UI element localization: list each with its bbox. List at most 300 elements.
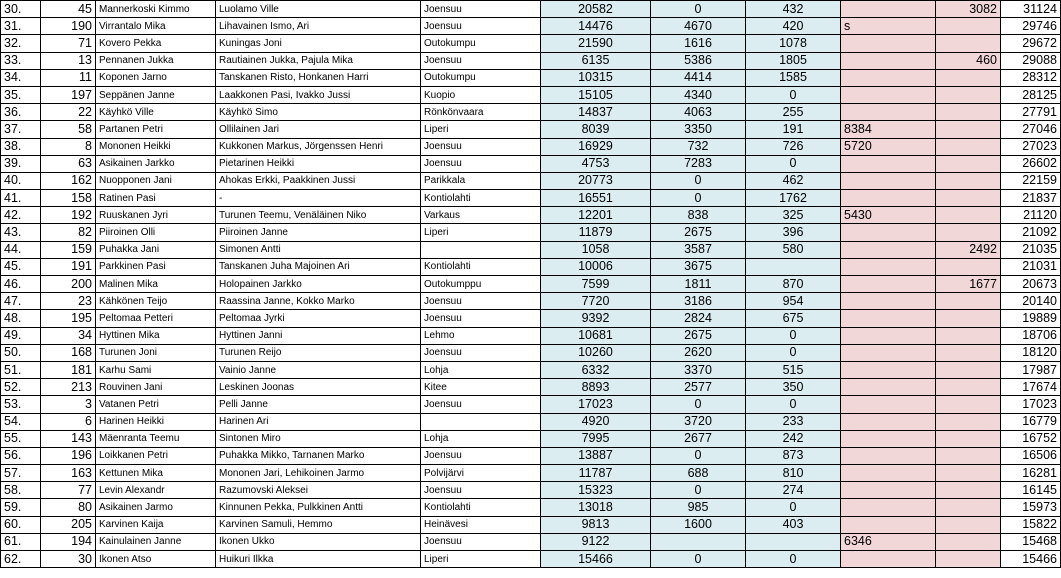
driver-cell: Hyttinen Mika: [96, 327, 216, 344]
codriver-cell: Laakkonen Pasi, Ivakko Jussi: [216, 86, 421, 103]
position-cell: 55.: [1, 430, 41, 447]
score-1-cell: 1058: [541, 241, 651, 258]
score-1-cell: 10315: [541, 69, 651, 86]
driver-cell: Loikkanen Petri: [96, 447, 216, 464]
score-1-cell: 6135: [541, 52, 651, 69]
position-cell: 44.: [1, 241, 41, 258]
total-cell: 15466: [1001, 551, 1061, 568]
score-3-cell: [746, 533, 841, 550]
score-3-cell: 0: [746, 155, 841, 172]
score-4-cell: [841, 190, 936, 207]
score-3-cell: 191: [746, 121, 841, 138]
score-4-cell: [841, 258, 936, 275]
driver-cell: Kainulainen Janne: [96, 533, 216, 550]
driver-cell: Vatanen Petri: [96, 396, 216, 413]
score-3-cell: 0: [746, 86, 841, 103]
total-cell: 21035: [1001, 241, 1061, 258]
score-1-cell: 16929: [541, 138, 651, 155]
total-cell: 15468: [1001, 533, 1061, 550]
town-cell: Liperi: [421, 121, 541, 138]
score-2-cell: 0: [651, 482, 746, 499]
driver-cell: Ikonen Atso: [96, 551, 216, 568]
score-5-cell: [936, 258, 1001, 275]
town-cell: Heinävesi: [421, 516, 541, 533]
table-row: [1, 86, 1061, 103]
start-number-cell: 58: [41, 121, 96, 138]
start-number-cell: 45: [41, 1, 96, 18]
total-cell: 21837: [1001, 190, 1061, 207]
table-row: [1, 276, 1061, 293]
start-number-cell: 194: [41, 533, 96, 550]
table-row: [1, 224, 1061, 241]
score-3-cell: 0: [746, 551, 841, 568]
position-cell: 35.: [1, 86, 41, 103]
town-cell: Joensuu: [421, 293, 541, 310]
score-3-cell: 873: [746, 447, 841, 464]
score-2-cell: 3370: [651, 361, 746, 378]
driver-cell: Turunen Joni: [96, 344, 216, 361]
start-number-cell: 197: [41, 86, 96, 103]
start-number-cell: 190: [41, 18, 96, 35]
score-1-cell: 15323: [541, 482, 651, 499]
codriver-cell: Vainio Janne: [216, 361, 421, 378]
start-number-cell: 195: [41, 310, 96, 327]
total-cell: 22159: [1001, 172, 1061, 189]
town-cell: Joensuu: [421, 18, 541, 35]
score-2-cell: 4414: [651, 69, 746, 86]
position-cell: 57.: [1, 465, 41, 482]
score-4-cell: 8384: [841, 121, 936, 138]
position-cell: 41.: [1, 190, 41, 207]
score-4-cell: 6346: [841, 533, 936, 550]
driver-cell: Ruuskanen Jyri: [96, 207, 216, 224]
codriver-cell: Lihavainen Ismo, Ari: [216, 18, 421, 35]
score-5-cell: [936, 224, 1001, 241]
score-4-cell: [841, 430, 936, 447]
start-number-cell: 181: [41, 361, 96, 378]
driver-cell: Levin Alexandr: [96, 482, 216, 499]
score-2-cell: 4340: [651, 86, 746, 103]
score-2-cell: 1811: [651, 276, 746, 293]
table-row: [1, 241, 1061, 258]
score-1-cell: 21590: [541, 35, 651, 52]
codriver-cell: Puhakka Mikko, Tarnanen Marko: [216, 447, 421, 464]
codriver-cell: Pelli Janne: [216, 396, 421, 413]
total-cell: 17023: [1001, 396, 1061, 413]
score-5-cell: [936, 69, 1001, 86]
score-5-cell: [936, 516, 1001, 533]
codriver-cell: Turunen Teemu, Venäläinen Niko: [216, 207, 421, 224]
driver-cell: Ratinen Pasi: [96, 190, 216, 207]
town-cell: Outokumppu: [421, 276, 541, 293]
start-number-cell: 162: [41, 172, 96, 189]
codriver-cell: Tanskanen Juha Majoinen Ari: [216, 258, 421, 275]
town-cell: Joensuu: [421, 396, 541, 413]
score-1-cell: 8039: [541, 121, 651, 138]
driver-cell: Rouvinen Jani: [96, 379, 216, 396]
score-2-cell: 1600: [651, 516, 746, 533]
score-1-cell: 15466: [541, 551, 651, 568]
codriver-cell: Karvinen Samuli, Hemmo: [216, 516, 421, 533]
score-5-cell: [936, 430, 1001, 447]
start-number-cell: 191: [41, 258, 96, 275]
codriver-cell: Ahokas Erkki, Paakkinen Jussi: [216, 172, 421, 189]
town-cell: Joensuu: [421, 533, 541, 550]
score-4-cell: [841, 310, 936, 327]
start-number-cell: 23: [41, 293, 96, 310]
codriver-cell: Ollilainen Jari: [216, 121, 421, 138]
position-cell: 54.: [1, 413, 41, 430]
driver-cell: Kähkönen Teijo: [96, 293, 216, 310]
town-cell: Kuopio: [421, 86, 541, 103]
score-2-cell: 2620: [651, 344, 746, 361]
score-4-cell: [841, 172, 936, 189]
town-cell: Joensuu: [421, 1, 541, 18]
position-cell: 50.: [1, 344, 41, 361]
score-2-cell: 3675: [651, 258, 746, 275]
town-cell: Lohja: [421, 361, 541, 378]
position-cell: 49.: [1, 327, 41, 344]
table-row: [1, 413, 1061, 430]
score-4-cell: [841, 86, 936, 103]
table-row: [1, 516, 1061, 533]
score-4-cell: [841, 155, 936, 172]
score-3-cell: 0: [746, 499, 841, 516]
score-5-cell: [936, 190, 1001, 207]
codriver-cell: Mononen Jari, Lehikoinen Jarmo: [216, 465, 421, 482]
table-row: [1, 69, 1061, 86]
table-row: [1, 35, 1061, 52]
town-cell: Rönkönvaara: [421, 104, 541, 121]
codriver-cell: Sintonen Miro: [216, 430, 421, 447]
driver-cell: Puhakka Jani: [96, 241, 216, 258]
score-2-cell: 2675: [651, 327, 746, 344]
position-cell: 43.: [1, 224, 41, 241]
score-1-cell: 15105: [541, 86, 651, 103]
position-cell: 30.: [1, 1, 41, 18]
driver-cell: Malinen Mika: [96, 276, 216, 293]
driver-cell: Nuopponen Jani: [96, 172, 216, 189]
start-number-cell: 71: [41, 35, 96, 52]
position-cell: 51.: [1, 361, 41, 378]
codriver-cell: Rautiainen Jukka, Pajula Mika: [216, 52, 421, 69]
table-row: [1, 293, 1061, 310]
score-1-cell: 7599: [541, 276, 651, 293]
position-cell: 32.: [1, 35, 41, 52]
codriver-cell: Turunen Reijo: [216, 344, 421, 361]
score-3-cell: 0: [746, 327, 841, 344]
table-row: [1, 430, 1061, 447]
total-cell: 16281: [1001, 465, 1061, 482]
start-number-cell: 63: [41, 155, 96, 172]
codriver-cell: Pietarinen Heikki: [216, 155, 421, 172]
score-3-cell: 420: [746, 18, 841, 35]
total-cell: 29088: [1001, 52, 1061, 69]
total-cell: 28125: [1001, 86, 1061, 103]
score-3-cell: 810: [746, 465, 841, 482]
score-5-cell: [936, 121, 1001, 138]
driver-cell: Harinen Heikki: [96, 413, 216, 430]
table-row: [1, 551, 1061, 568]
total-cell: 29746: [1001, 18, 1061, 35]
start-number-cell: 3: [41, 396, 96, 413]
score-3-cell: 954: [746, 293, 841, 310]
position-cell: 53.: [1, 396, 41, 413]
start-number-cell: 158: [41, 190, 96, 207]
score-4-cell: [841, 447, 936, 464]
driver-cell: Koponen Jarno: [96, 69, 216, 86]
total-cell: 16145: [1001, 482, 1061, 499]
score-4-cell: [841, 1, 936, 18]
town-cell: Joensuu: [421, 310, 541, 327]
total-cell: 20673: [1001, 276, 1061, 293]
position-cell: 59.: [1, 499, 41, 516]
score-4-cell: [841, 499, 936, 516]
score-2-cell: 5386: [651, 52, 746, 69]
score-3-cell: 325: [746, 207, 841, 224]
table-row: [1, 396, 1061, 413]
start-number-cell: 213: [41, 379, 96, 396]
score-4-cell: [841, 396, 936, 413]
score-5-cell: [936, 155, 1001, 172]
table-row: [1, 18, 1061, 35]
score-3-cell: 396: [746, 224, 841, 241]
score-4-cell: [841, 224, 936, 241]
start-number-cell: 82: [41, 224, 96, 241]
driver-cell: Mononen Heikki: [96, 138, 216, 155]
score-2-cell: 0: [651, 172, 746, 189]
score-5-cell: [936, 465, 1001, 482]
codriver-cell: Harinen Ari: [216, 413, 421, 430]
score-2-cell: 2675: [651, 224, 746, 241]
start-number-cell: 192: [41, 207, 96, 224]
start-number-cell: 159: [41, 241, 96, 258]
score-5-cell: [936, 35, 1001, 52]
start-number-cell: 168: [41, 344, 96, 361]
score-1-cell: 9813: [541, 516, 651, 533]
total-cell: 21031: [1001, 258, 1061, 275]
score-2-cell: 732: [651, 138, 746, 155]
town-cell: Joensuu: [421, 447, 541, 464]
table-row: [1, 104, 1061, 121]
score-5-cell: [936, 327, 1001, 344]
table-row: [1, 327, 1061, 344]
score-2-cell: 3350: [651, 121, 746, 138]
table-row: [1, 344, 1061, 361]
codriver-cell: Piiroinen Janne: [216, 224, 421, 241]
score-5-cell: 1677: [936, 276, 1001, 293]
codriver-cell: Kuningas Joni: [216, 35, 421, 52]
score-3-cell: 580: [746, 241, 841, 258]
start-number-cell: 163: [41, 465, 96, 482]
town-cell: Polvijärvi: [421, 465, 541, 482]
codriver-cell: Razumovski Aleksei: [216, 482, 421, 499]
town-cell: Kontiolahti: [421, 499, 541, 516]
codriver-cell: Ikonen Ukko: [216, 533, 421, 550]
score-5-cell: [936, 361, 1001, 378]
position-cell: 45.: [1, 258, 41, 275]
score-3-cell: 726: [746, 138, 841, 155]
score-4-cell: [841, 327, 936, 344]
start-number-cell: 196: [41, 447, 96, 464]
score-5-cell: [936, 207, 1001, 224]
position-cell: 37.: [1, 121, 41, 138]
score-2-cell: 0: [651, 190, 746, 207]
score-4-cell: [841, 413, 936, 430]
score-3-cell: 0: [746, 396, 841, 413]
codriver-cell: Luolamo Ville: [216, 1, 421, 18]
start-number-cell: 30: [41, 551, 96, 568]
start-number-cell: 13: [41, 52, 96, 69]
table-row: [1, 258, 1061, 275]
score-4-cell: [841, 551, 936, 568]
total-cell: 15822: [1001, 516, 1061, 533]
score-4-cell: 5720: [841, 138, 936, 155]
score-1-cell: 11787: [541, 465, 651, 482]
score-3-cell: 274: [746, 482, 841, 499]
total-cell: 28312: [1001, 69, 1061, 86]
town-cell: Liperi: [421, 551, 541, 568]
score-5-cell: [936, 344, 1001, 361]
score-4-cell: [841, 465, 936, 482]
total-cell: 17674: [1001, 379, 1061, 396]
position-cell: 36.: [1, 104, 41, 121]
score-4-cell: [841, 241, 936, 258]
table-row: [1, 155, 1061, 172]
score-1-cell: 6332: [541, 361, 651, 378]
score-3-cell: 403: [746, 516, 841, 533]
driver-cell: Karhu Sami: [96, 361, 216, 378]
table-row: [1, 207, 1061, 224]
total-cell: 29672: [1001, 35, 1061, 52]
position-cell: 31.: [1, 18, 41, 35]
driver-cell: Asikainen Jarkko: [96, 155, 216, 172]
position-cell: 38.: [1, 138, 41, 155]
start-number-cell: 34: [41, 327, 96, 344]
start-number-cell: 77: [41, 482, 96, 499]
town-cell: Joensuu: [421, 344, 541, 361]
score-5-cell: [936, 551, 1001, 568]
driver-cell: Kettunen Mika: [96, 465, 216, 482]
start-number-cell: 22: [41, 104, 96, 121]
table-row: [1, 172, 1061, 189]
score-3-cell: [746, 258, 841, 275]
position-cell: 34.: [1, 69, 41, 86]
total-cell: 21120: [1001, 207, 1061, 224]
score-5-cell: 2492: [936, 241, 1001, 258]
town-cell: Lehmo: [421, 327, 541, 344]
score-1-cell: 11879: [541, 224, 651, 241]
score-3-cell: 462: [746, 172, 841, 189]
score-1-cell: 20773: [541, 172, 651, 189]
score-3-cell: 350: [746, 379, 841, 396]
score-4-cell: s: [841, 18, 936, 35]
score-4-cell: [841, 69, 936, 86]
start-number-cell: 8: [41, 138, 96, 155]
score-4-cell: [841, 344, 936, 361]
score-2-cell: [651, 533, 746, 550]
score-3-cell: 233: [746, 413, 841, 430]
score-3-cell: 515: [746, 361, 841, 378]
town-cell: Liperi: [421, 224, 541, 241]
score-5-cell: [936, 138, 1001, 155]
total-cell: 27791: [1001, 104, 1061, 121]
score-5-cell: [936, 172, 1001, 189]
score-2-cell: 3186: [651, 293, 746, 310]
start-number-cell: 205: [41, 516, 96, 533]
driver-cell: Käyhkö Ville: [96, 104, 216, 121]
total-cell: 31124: [1001, 1, 1061, 18]
town-cell: [421, 241, 541, 258]
score-1-cell: 9122: [541, 533, 651, 550]
position-cell: 39.: [1, 155, 41, 172]
driver-cell: Pennanen Jukka: [96, 52, 216, 69]
score-2-cell: 4670: [651, 18, 746, 35]
score-3-cell: 242: [746, 430, 841, 447]
start-number-cell: 143: [41, 430, 96, 447]
total-cell: 21092: [1001, 224, 1061, 241]
score-3-cell: 1078: [746, 35, 841, 52]
total-cell: 27046: [1001, 121, 1061, 138]
score-2-cell: 0: [651, 447, 746, 464]
position-cell: 33.: [1, 52, 41, 69]
codriver-cell: Simonen Antti: [216, 241, 421, 258]
score-1-cell: 20582: [541, 1, 651, 18]
total-cell: 20140: [1001, 293, 1061, 310]
total-cell: 27023: [1001, 138, 1061, 155]
town-cell: Joensuu: [421, 52, 541, 69]
total-cell: 18706: [1001, 327, 1061, 344]
score-4-cell: 5430: [841, 207, 936, 224]
score-4-cell: [841, 52, 936, 69]
score-1-cell: 7720: [541, 293, 651, 310]
score-2-cell: 3720: [651, 413, 746, 430]
score-5-cell: [936, 396, 1001, 413]
score-5-cell: [936, 499, 1001, 516]
score-5-cell: [936, 533, 1001, 550]
total-cell: 16779: [1001, 413, 1061, 430]
score-2-cell: 688: [651, 465, 746, 482]
table-row: [1, 447, 1061, 464]
codriver-cell: -: [216, 190, 421, 207]
position-cell: 47.: [1, 293, 41, 310]
score-3-cell: 870: [746, 276, 841, 293]
codriver-cell: Leskinen Joonas: [216, 379, 421, 396]
position-cell: 42.: [1, 207, 41, 224]
driver-cell: Asikainen Jarmo: [96, 499, 216, 516]
score-1-cell: 14837: [541, 104, 651, 121]
town-cell: Lohja: [421, 430, 541, 447]
score-4-cell: [841, 276, 936, 293]
table-row: [1, 482, 1061, 499]
town-cell: Outokumpu: [421, 35, 541, 52]
score-1-cell: 16551: [541, 190, 651, 207]
driver-cell: Seppänen Janne: [96, 86, 216, 103]
score-1-cell: 7995: [541, 430, 651, 447]
score-5-cell: [936, 482, 1001, 499]
score-2-cell: 0: [651, 551, 746, 568]
score-5-cell: [936, 86, 1001, 103]
score-1-cell: 12201: [541, 207, 651, 224]
total-cell: 19889: [1001, 310, 1061, 327]
total-cell: 18120: [1001, 344, 1061, 361]
codriver-cell: Tanskanen Risto, Honkanen Harri: [216, 69, 421, 86]
score-2-cell: 1616: [651, 35, 746, 52]
score-5-cell: [936, 413, 1001, 430]
town-cell: Varkaus: [421, 207, 541, 224]
position-cell: 56.: [1, 447, 41, 464]
score-2-cell: 985: [651, 499, 746, 516]
